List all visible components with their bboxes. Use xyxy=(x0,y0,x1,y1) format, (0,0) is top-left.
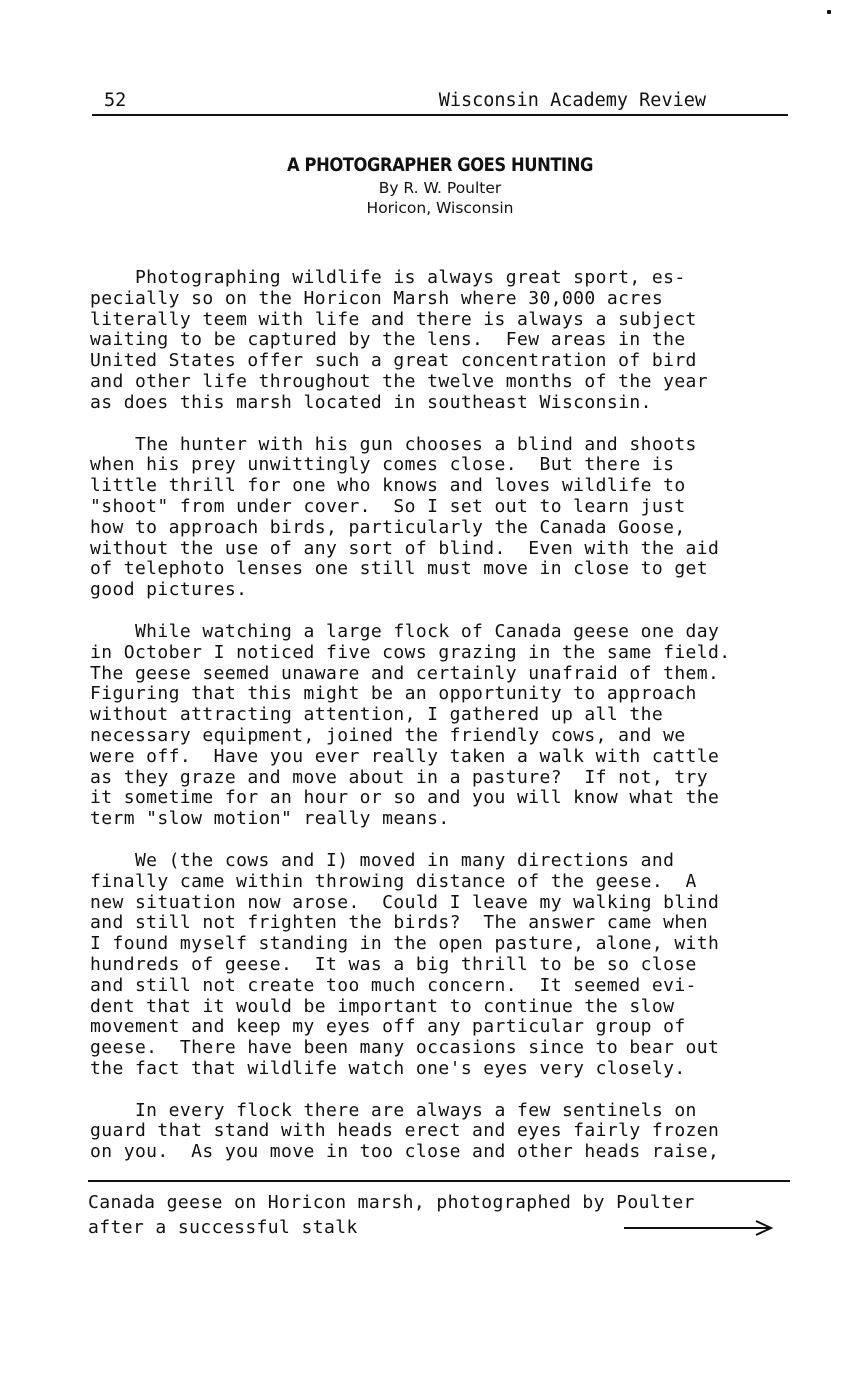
caption-line-1: Canada geese on Horicon marsh, photographed by Poulter xyxy=(88,1192,695,1213)
text-line: literally teem with life and there is always a subject xyxy=(90,308,697,330)
text-line: little thrill for one who knows and loves wildlife to xyxy=(90,475,686,497)
text-line: "shoot" from under cover. So I set out to learn just xyxy=(90,495,686,517)
text-line: and still not frighten the birds? The answer came when xyxy=(90,912,709,934)
paragraph xyxy=(90,435,810,601)
text-line: how to approach birds, particularly the Canada Goose, xyxy=(90,516,686,538)
figure-caption xyxy=(88,1180,790,1240)
article-affiliation: Horicon, Wisconsin xyxy=(366,199,514,217)
text-line: in October I noticed five cows grazing in the same field. xyxy=(90,641,731,663)
right-arrow-icon xyxy=(624,1220,774,1236)
text-line: on you. As you move in too close and other heads raise, xyxy=(90,1141,720,1163)
text-line: as they graze and move about in a pasture? If not, try xyxy=(90,766,709,788)
text-line: Photographing wildlife is always great sport, es- xyxy=(90,267,686,288)
text-line: movement and keep my eyes off any particular group of xyxy=(90,1016,686,1038)
text-line: when his prey unwittingly comes close. But there is xyxy=(90,454,675,476)
text-line: necessary equipment, joined the friendly cows, and we xyxy=(90,724,686,746)
text-line: as does this marsh located in southeast Wisconsin. xyxy=(90,391,652,413)
running-header xyxy=(92,90,788,116)
text-line: In every flock there are always a few sentinels on xyxy=(90,1099,697,1121)
text-line: The geese seemed unaware and certainly unafraid of them. xyxy=(90,662,720,684)
journal-title: Wisconsin Academy Review xyxy=(438,90,706,111)
text-line: guard that stand with heads erect and eyes fairly frozen xyxy=(90,1120,720,1142)
text-line: and still not create too much concern. It seemed evi- xyxy=(90,974,697,996)
text-line: While watching a large flock of Canada geese one day xyxy=(90,620,720,642)
text-line: pecially so on the Horicon Marsh where 30,000 acres xyxy=(90,287,664,309)
text-line: We (the cows and I) moved in many directions and xyxy=(90,849,675,871)
text-line: Figuring that this might be an opportunity to approach xyxy=(90,683,697,705)
article-body xyxy=(90,268,810,1184)
text-line: it sometime for an hour or so and you will know what the xyxy=(90,787,720,809)
text-line: dent that it would be important to continue the slow xyxy=(90,995,675,1017)
paragraph xyxy=(90,851,810,1080)
text-line: finally came within throwing distance of the geese. A xyxy=(90,870,697,892)
text-line: waiting to be captured by the lens. Few areas in the xyxy=(90,329,686,351)
text-line: United States offer such a great concentration of bird xyxy=(90,350,697,372)
paragraph xyxy=(90,268,810,414)
text-line: the fact that wildlife watch one's eyes very closely. xyxy=(90,1057,686,1079)
scan-speck xyxy=(827,10,831,14)
article-title: A PHOTOGRAPHER GOES HUNTING xyxy=(287,154,593,176)
text-line: good pictures. xyxy=(90,579,248,601)
text-line: I found myself standing in the open pasture, alone, with xyxy=(90,933,720,955)
caption-line-2: after a successful stalk xyxy=(88,1217,358,1238)
paragraph xyxy=(90,622,810,830)
text-line: of telephoto lenses one still must move in close to get xyxy=(90,558,709,580)
text-line: new situation now arose. Could I leave my walking blind xyxy=(90,891,720,913)
text-line: The hunter with his gun chooses a blind and shoots xyxy=(90,433,697,455)
article-heading xyxy=(92,152,788,218)
text-line: were off. Have you ever really taken a walk with cattle xyxy=(90,745,720,767)
text-line: without the use of any sort of blind. Even with the aid xyxy=(90,537,720,559)
text-line: and other life throughout the twelve months of the year xyxy=(90,370,709,392)
text-line: term "slow motion" really means. xyxy=(90,808,450,830)
page-number: 52 xyxy=(104,90,127,111)
text-line: geese. There have been many occasions since to bear out xyxy=(90,1037,720,1059)
paragraph xyxy=(90,1101,810,1163)
text-line: without attracting attention, I gathered up all the xyxy=(90,704,664,726)
article-byline: By R. W. Poulter xyxy=(378,179,502,197)
text-line: hundreds of geese. It was a big thrill to be so close xyxy=(90,953,697,975)
